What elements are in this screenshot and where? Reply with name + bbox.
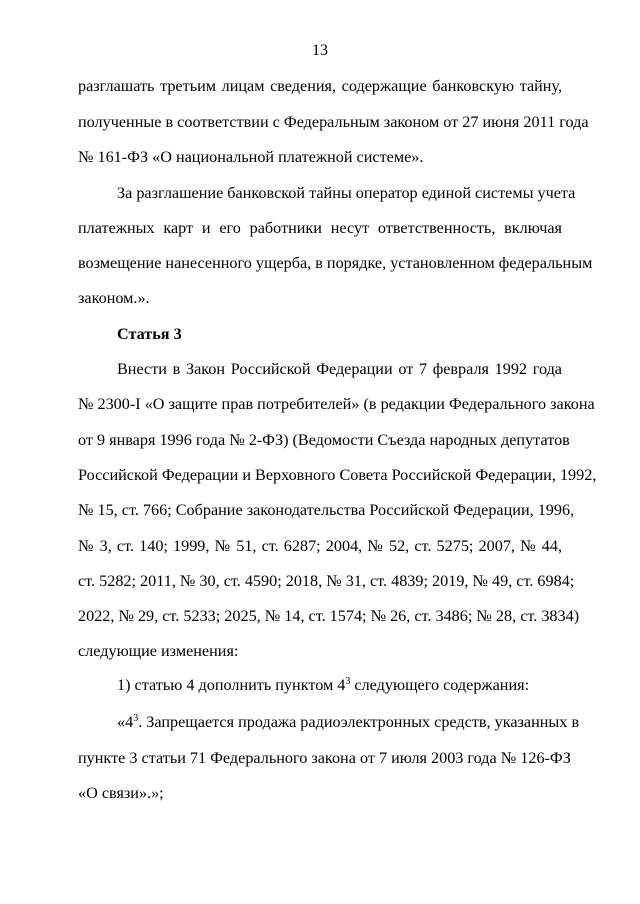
text-line: № 3, ст. 140; 1999, № 51, ст. 6287; 2004, № 52, ст. 5275; 2007, № 44, xyxy=(78,537,562,555)
text-line: законом.». xyxy=(78,289,150,307)
text-line: За разглашение банковской тайны оператор единой системы учета xyxy=(117,184,576,202)
quote-open: «4 xyxy=(117,713,134,731)
text-line xyxy=(117,712,580,732)
text-line: 2022, № 29, ст. 5233; 2025, № 14, ст. 1574; № 26, ст. 3486; № 28, ст. 3834) xyxy=(78,607,580,625)
list-item-1 xyxy=(117,675,562,695)
text-line: разглашать третьим лицам сведения, содержащие банковскую тайну, xyxy=(78,77,562,95)
text-line: «О связи».»; xyxy=(78,784,164,802)
page-number: 13 xyxy=(312,42,328,59)
text-line: № 161-ФЗ «О национальной платежной системе». xyxy=(78,148,424,166)
text-line: от 9 января 1996 года № 2-ФЗ) (Ведомости Съезда народных депутатов xyxy=(78,431,570,449)
text-line: № 15, ст. 766; Собрание законодательства Российской Федерации, 1996, xyxy=(78,501,575,519)
superscript: 3 xyxy=(345,676,351,687)
list-item-text: 1) статью 4 дополнить пунктом 4 xyxy=(117,676,346,694)
quote-text: . Запрещается продажа радиоэлектронных средств, указанных в xyxy=(138,713,580,731)
text-line: возмещение нанесенного ущерба, в порядке, установленном федеральным xyxy=(78,254,593,272)
text-line: Российской Федерации и Верховного Совета Российской Федерации, 1992, xyxy=(78,466,597,484)
list-item-text: следующего содержания: xyxy=(350,676,530,694)
text-line: следующие изменения: xyxy=(78,642,239,660)
superscript: 3 xyxy=(133,713,139,724)
text-line: ст. 5282; 2011, № 30, ст. 4590; 2018, № 31, ст. 4839; 2019, № 49, ст. 6984; xyxy=(78,572,575,590)
article-heading: Статья 3 xyxy=(117,325,182,343)
text-line: Внести в Закон Российской Федерации от 7 февраля 1992 года xyxy=(117,360,562,378)
text-line: полученные в соответствии с Федеральным законом от 27 июня 2011 года xyxy=(78,113,589,131)
text-line: платежных карт и его работники несут ответственность, включая xyxy=(78,219,562,237)
text-line: № 2300-I «О защите прав потребителей» (в редакции Федерального закона xyxy=(78,395,595,413)
text-line: пункте 3 статьи 71 Федерального закона от 7 июля 2003 года № 126-ФЗ xyxy=(78,749,571,767)
